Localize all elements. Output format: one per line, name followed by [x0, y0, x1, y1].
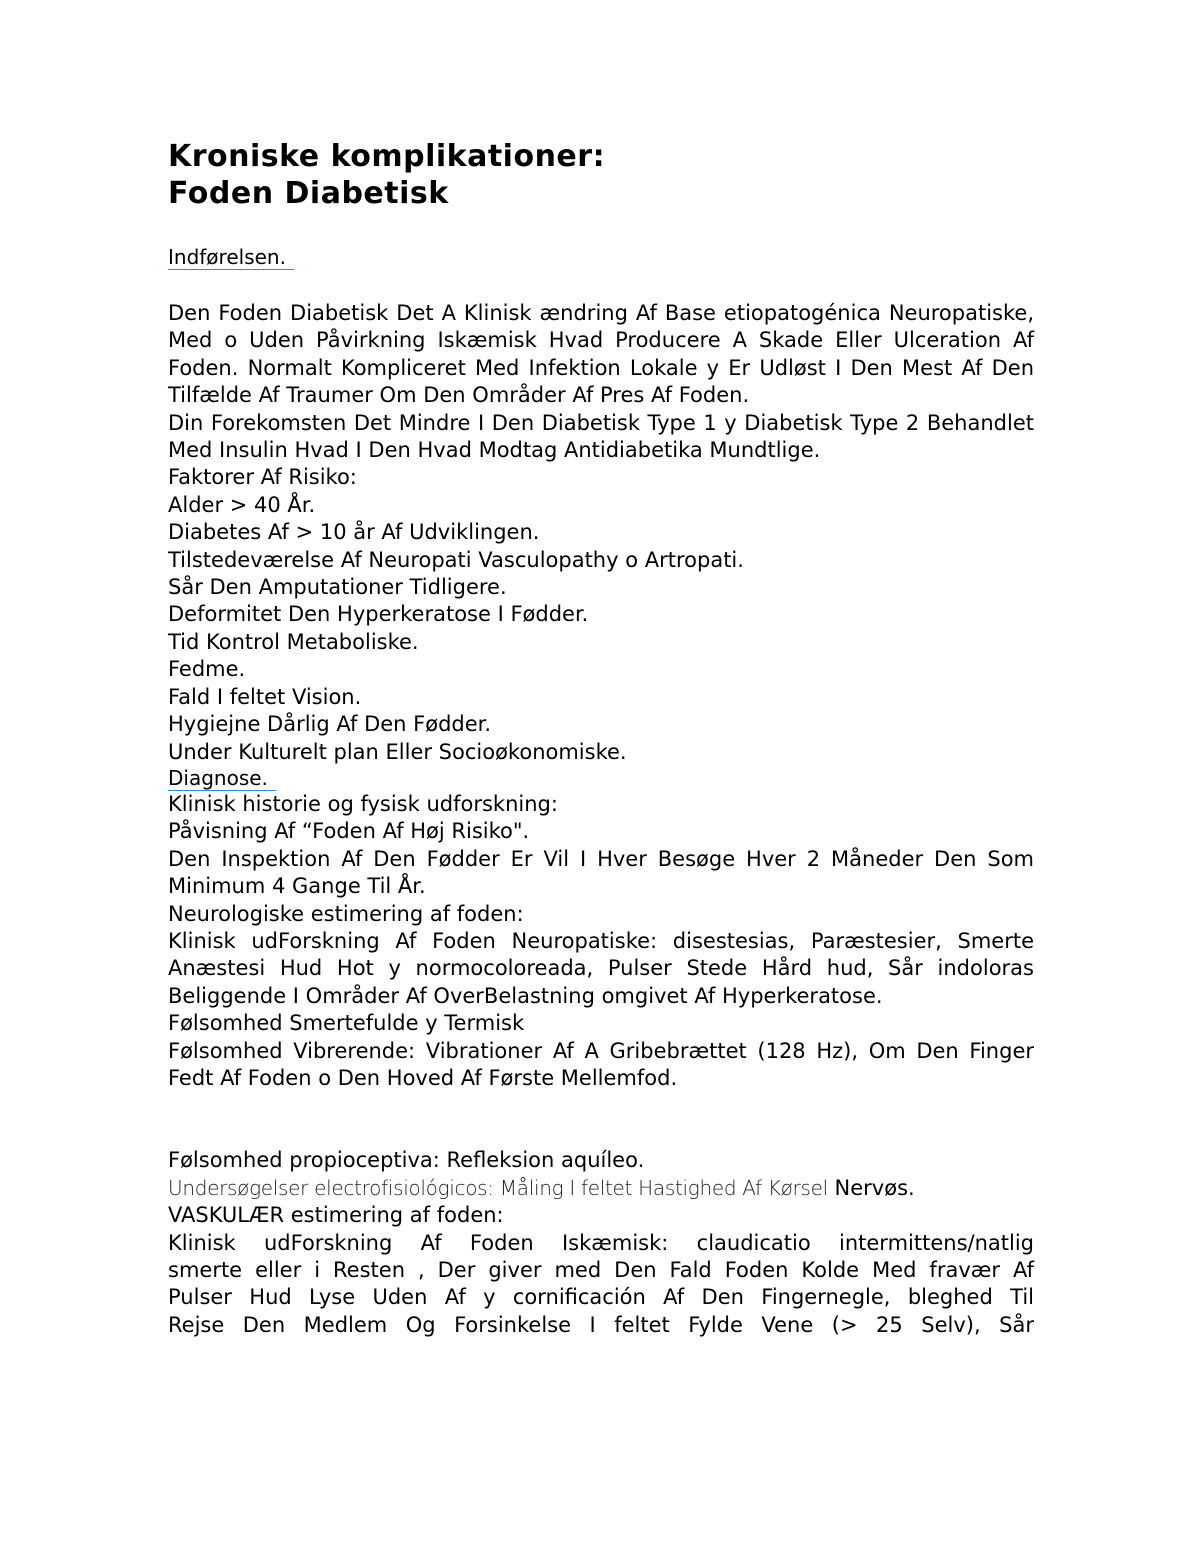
vascular-line: Pulser Hud Lyse Uden Af y cornificación Af Den Fingernegle, bleghed Til — [168, 1285, 1034, 1310]
risk-factor-item: Tilstedeværelse Af Neuropati Vasculopathy o Artropati. — [168, 547, 744, 572]
electro-line — [168, 1175, 1034, 1202]
risk-factor-item: Hygiejne Dårlig Af Den Fødder. — [168, 712, 492, 737]
electro-light-text: Undersøgelser electrofisiológicos: Måling I feltet Hastighed Af Kørsel — [168, 1175, 828, 1200]
electro-end-text: Nervøs. — [834, 1175, 915, 1200]
risk-factor-item: Fald I feltet Vision. — [168, 684, 362, 709]
risk-factor-item: Tid Kontrol Metaboliske. — [168, 629, 419, 654]
intro-paragraph: Den Foden Diabetisk Det A Klinisk ændring Af Base etiopatogénica Neuropatiske, Med o Uden Påvirkning Iskæmisk Hvad Producere A Skade Eller Ulceration Af Foden. Normalt Kompliceret Med Infektion Lokale y Er Udløst I Den Mest Af Den Tilfælde Af Traumer Om Den Områder Af Pres Af Foden. — [168, 301, 1034, 408]
intro-heading-link[interactable]: Indførelsen. — [168, 245, 294, 270]
risk-heading: Faktorer Af Risiko: — [168, 465, 357, 490]
risk-factor-item: Fedme. — [168, 657, 246, 682]
title-line-2: Foden Diabetisk — [168, 176, 449, 211]
inspection-paragraph: Den Inspektion Af Den Fødder Er Vil I Hver Besøge Hver 2 Måneder Den Som Minimum 4 Gange Til År. — [168, 846, 1034, 899]
prevalence-paragraph: Din Forekomsten Det Mindre I Den Diabetisk Type 1 y Diabetisk Type 2 Behandlet Med Insulin Hvad I Den Hvad Modtag Antidiabetika Mundtlige. — [168, 410, 1034, 463]
neuro-heading: Neurologiske estimering af foden: — [168, 901, 524, 926]
vascular-line: smerte eller i Resten , Der giver med Den Fald Foden Kolde Med fravær Af — [168, 1258, 1034, 1282]
vascular-line: Klinisk udForskning Af Foden Iskæmisk: claudicatio intermittens/natlig — [168, 1230, 1034, 1255]
risk-factor-item: Alder > 40 År. — [168, 492, 316, 517]
vascular-heading: VASKULÆR estimering af foden: — [168, 1203, 504, 1228]
vascular-line: Rejse Den Medlem Og Forsinkelse I feltet Fylde Vene (> 25 Selv), Sår — [168, 1312, 1034, 1337]
clinical-history-line: Klinisk historie og fysisk udforskning: — [168, 791, 558, 816]
document-body — [168, 138, 1034, 1339]
risk-factor-list — [168, 492, 1034, 766]
risk-factor-item: Sår Den Amputationer Tidligere. — [168, 575, 507, 600]
risk-factor-item: Diabetes Af > 10 år Af Udviklingen. — [168, 520, 540, 545]
title-line-1: Kroniske komplikationer: — [168, 139, 606, 174]
detection-line: Påvisning Af “Foden Af Høj Risiko". — [168, 819, 530, 844]
risk-factor-item: Deformitet Den Hyperkeratose I Fødder. — [168, 602, 589, 627]
neuro-paragraph: Klinisk udForskning Af Foden Neuropatiske: disestesias, Paræstesier, Smerte Anæstesi Hud Hot y normocoloreada, Pulser Stede Hård hud, Sår indoloras Beliggende I Områder Af OverBelastning omgivet Af Hyperkeratose. — [168, 928, 1034, 1008]
vibration-paragraph: Følsomhed Vibrerende: Vibrationer Af A Gribebrættet (128 Hz), Om Den Finger Fedt Af Foden o Den Hoved Af Første Mellemfod. — [168, 1038, 1034, 1090]
pain-thermal-line: Følsomhed Smertefulde y Termisk — [168, 1011, 525, 1036]
risk-factor-item: Under Kulturelt plan Eller Socioøkonomiske. — [168, 739, 627, 764]
proprioceptive-line: Følsomhed propioceptiva: Refleksion aquíleo. — [168, 1148, 645, 1173]
document-title — [168, 138, 1034, 212]
diagnosis-heading-link[interactable]: Diagnose. — [168, 766, 276, 791]
vascular-paragraph — [168, 1230, 1034, 1340]
